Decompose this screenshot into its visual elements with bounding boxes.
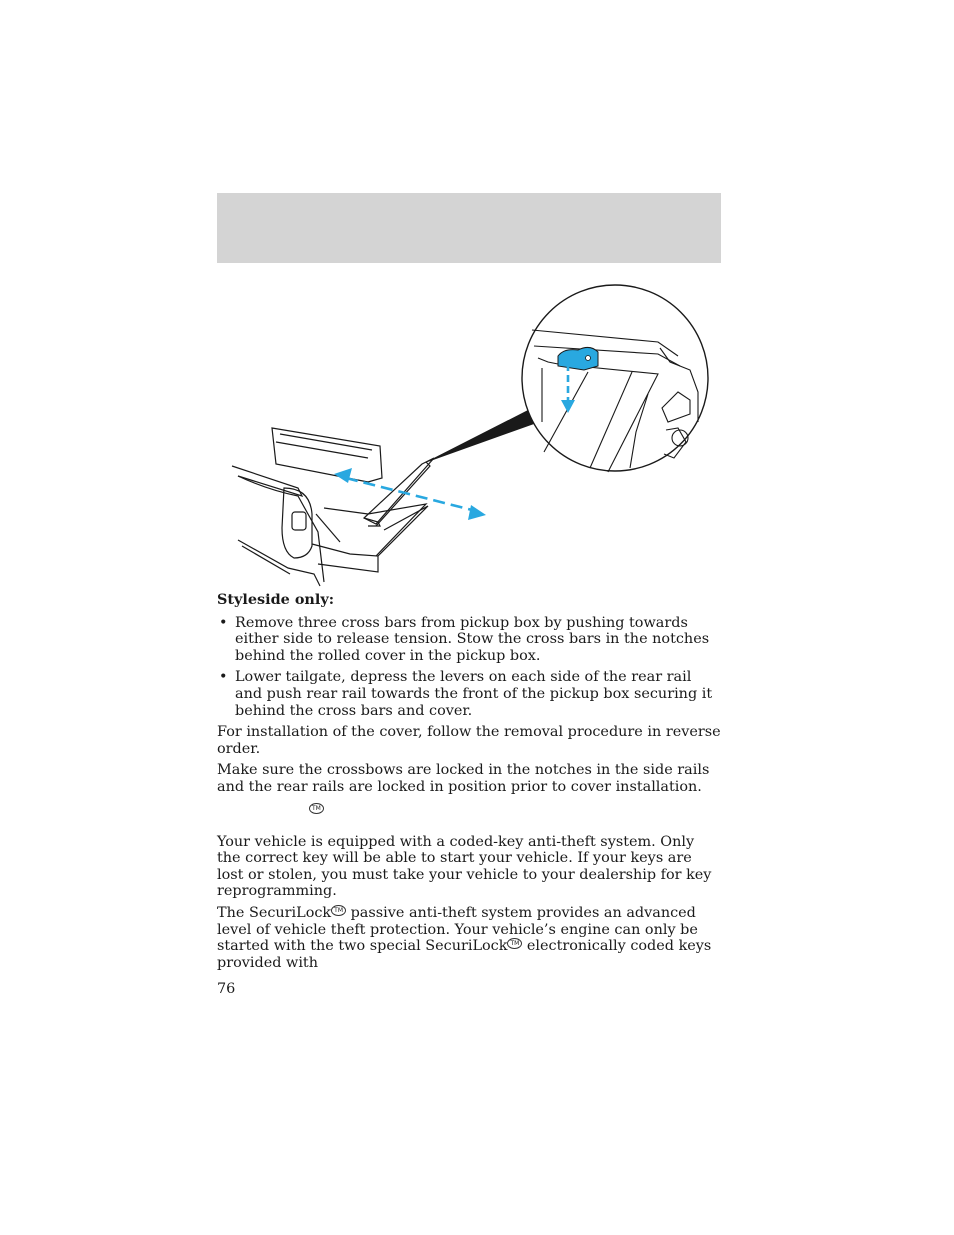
section-heading: Styleside only:	[217, 591, 335, 608]
trademark-icon: TM	[331, 905, 346, 916]
securilock-text-1: The SecuriLock	[217, 904, 332, 921]
list-item-text: Remove three cross bars from pickup box by pushing towards either side to release tension. Stow the cross bars in the notches behind the rolled cover in the pickup box.	[235, 614, 710, 664]
list-item	[217, 615, 722, 665]
securilock-subheading	[217, 801, 722, 831]
instruction-list	[217, 615, 722, 720]
bullet-icon: •	[219, 614, 228, 631]
crossbows-paragraph: Make sure the crossbows are locked in the notches in the side rails and the rear rails are locked in position prior to cover installation.	[217, 762, 710, 795]
chapter-header-band	[217, 193, 721, 263]
bullet-icon: •	[219, 669, 228, 686]
securilock-text-3: electronically coded keys provided with	[217, 938, 712, 971]
securilock-paragraph	[217, 905, 722, 971]
securilock-text-2: passive anti-theft system provides an advanced level of vehicle theft protection. Your vehicle’s engine can only be started with the two special SecuriLock	[217, 904, 698, 955]
page-number: 76	[217, 981, 236, 997]
trademark-icon: TM	[507, 938, 522, 949]
tailgate-rail-illustration	[228, 282, 714, 588]
list-item-text: Lower tailgate, depress the levers on each side of the rear rail and push rear rail towards the front of the pickup box securing it behind the cross bars and cover.	[235, 669, 713, 719]
trademark-icon: TM	[309, 803, 324, 814]
installation-paragraph: For installation of the cover, follow the removal procedure in reverse order.	[217, 724, 721, 757]
body-text	[217, 592, 722, 976]
list-item	[217, 669, 722, 719]
coded-key-paragraph: Your vehicle is equipped with a coded-key anti-theft system. Only the correct key will be able to start your vehicle. If your keys are lost or stolen, you must take your vehicle to your dealership for key reprogramming.	[217, 833, 712, 900]
